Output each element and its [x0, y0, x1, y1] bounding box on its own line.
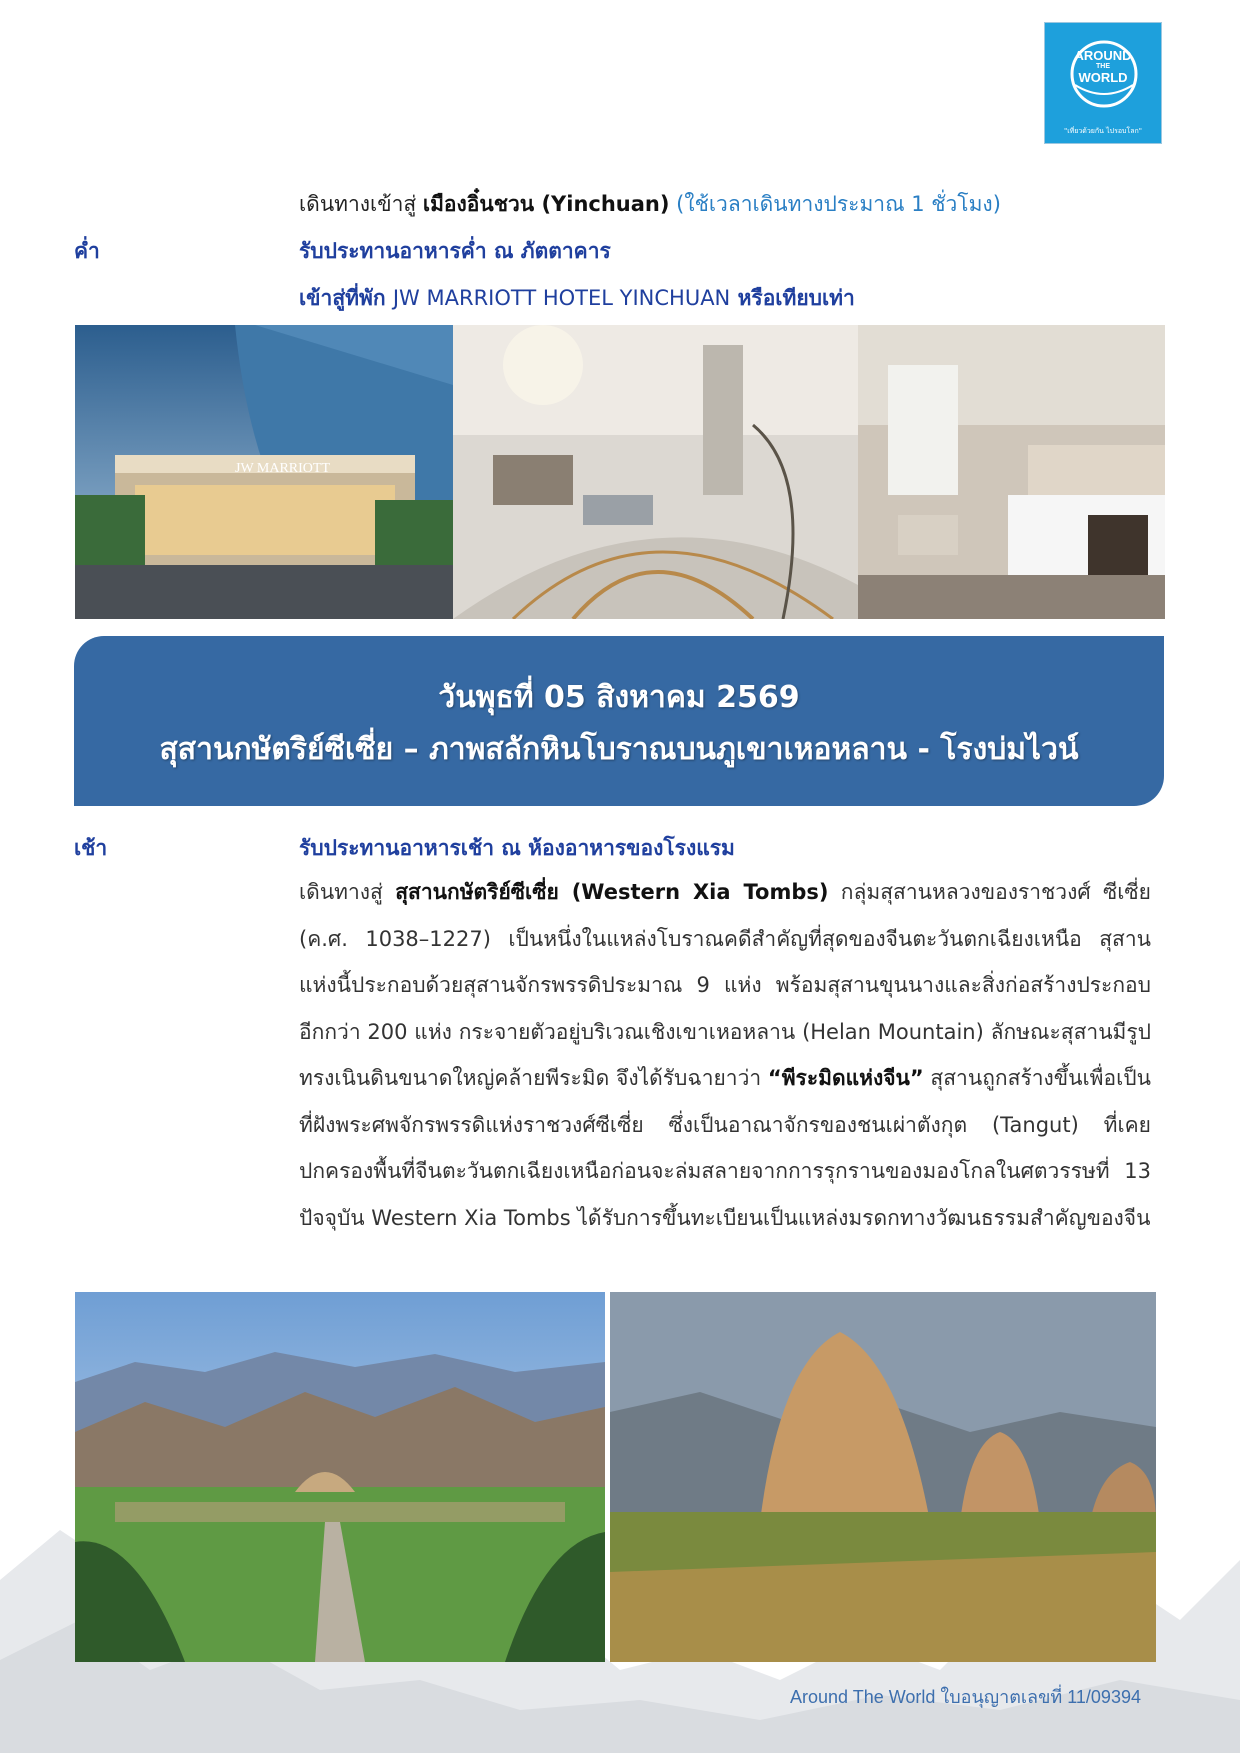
tombs-landscape-photo — [75, 1292, 605, 1662]
tombs-name: สุสานกษัตริย์ซีเซี่ย (Western Xia Tombs) — [395, 880, 829, 904]
tombs-pyramid-photo — [610, 1292, 1156, 1662]
logo-line1: AROUND — [1074, 48, 1132, 63]
hotel-lobby-photo — [453, 325, 858, 619]
logo-line3: WORLD — [1078, 70, 1128, 85]
arrival-prefix: เดินทางเข้าสู่ — [299, 192, 423, 216]
arrival-duration: (ใช้เวลาเดินทางประมาณ 1 ชั่วโมง) — [669, 192, 1001, 216]
hotel-line — [299, 282, 1151, 315]
morning-label: เช้า — [74, 836, 108, 860]
arrival-city: เมืองอิ๋นชวน (Yinchuan) — [422, 192, 670, 216]
hotel-room-photo — [858, 325, 1165, 619]
day-date: วันพุธที่ 05 สิงหาคม 2569 — [438, 680, 800, 715]
tombs-part1: กลุ่มสุสานหลวงของราชวงศ์ ซีเซี่ย (ค.ศ. 1038–1227) เป็นหนึ่งในแหล่งโบราณคดีสำคัญที่สุดของจีนตะวันตกเฉียงเหนือ สุสานแห่งนี้ประกอบด้วยสุสานจักรพรรดิประมาณ 9 แห่ง พร้อมสุสานขุนนางและสิ่งก่อสร้างประกอบอีกกว่า 200 แห่ง กระจายตัวอยู่บริเวณเชิงเขาเหอหลาน (Helan Mountain) ลักษณะสุสานมีรูปทรงเนินดินขนาดใหญ่คล้ายพีระมิด จึงได้รับฉายาว่า — [299, 880, 1151, 1090]
tombs-part2: สุสานถูกสร้างขึ้นเพื่อเป็นที่ฝังพระศพจักรพรรดิแห่งราชวงศ์ซีเซี่ย ซึ่งเป็นอาณาจักรของชนเผ่าตังกุต (Tangut) ที่เคยปกครองพื้นที่จีนตะวันตกเฉียงเหนือก่อนจะล่มสลายจากการรุกรานของมองโกลในศตวรรษที่ 13 ปัจจุบัน Western Xia Tombs ได้รับการขึ้นทะเบียนเป็นแหล่งมรดกทางวัฒนธรรมสำคัญของจีน — [299, 1066, 1151, 1230]
tombs-nickname: “พีระมิดแห่งจีน” — [767, 1066, 924, 1090]
logo-tagline: "เที่ยวด้วยกัน ไปรอบโลก" — [1064, 127, 1142, 135]
dinner-text: รับประทานอาหารค่ำ ณ ภัตตาคาร — [299, 239, 611, 263]
day-banner — [74, 636, 1164, 806]
hotel-prefix: เข้าสู่ที่พัก — [299, 286, 393, 310]
hotel-sign: JW MARRIOTT — [235, 461, 331, 476]
company-logo — [1044, 22, 1162, 144]
logo-line2: THE — [1096, 63, 1110, 70]
hotel-suffix: หรือเทียบเท่า — [730, 286, 855, 310]
hotel-exterior-photo — [75, 325, 453, 619]
morning-text: รับประทานอาหารเช้า ณ ห้องอาหารของโรงแรม — [299, 836, 735, 860]
footer-license: Around The World ใบอนุญาตเลขที่ 11/09394 — [790, 1687, 1141, 1707]
dinner-label: ค่ำ — [74, 239, 100, 263]
hotel-name: JW MARRIOTT HOTEL YINCHUAN — [392, 286, 731, 310]
tombs-paragraph — [299, 869, 1151, 1241]
arrival-line — [299, 188, 1151, 221]
day-route: สุสานกษัตริย์ซีเซี่ย – ภาพสลักหินโบราณบนภูเขาเหอหลาน - โรงบ่มไวน์ — [159, 732, 1079, 767]
tombs-prefix: เดินทางสู่ — [299, 880, 396, 904]
